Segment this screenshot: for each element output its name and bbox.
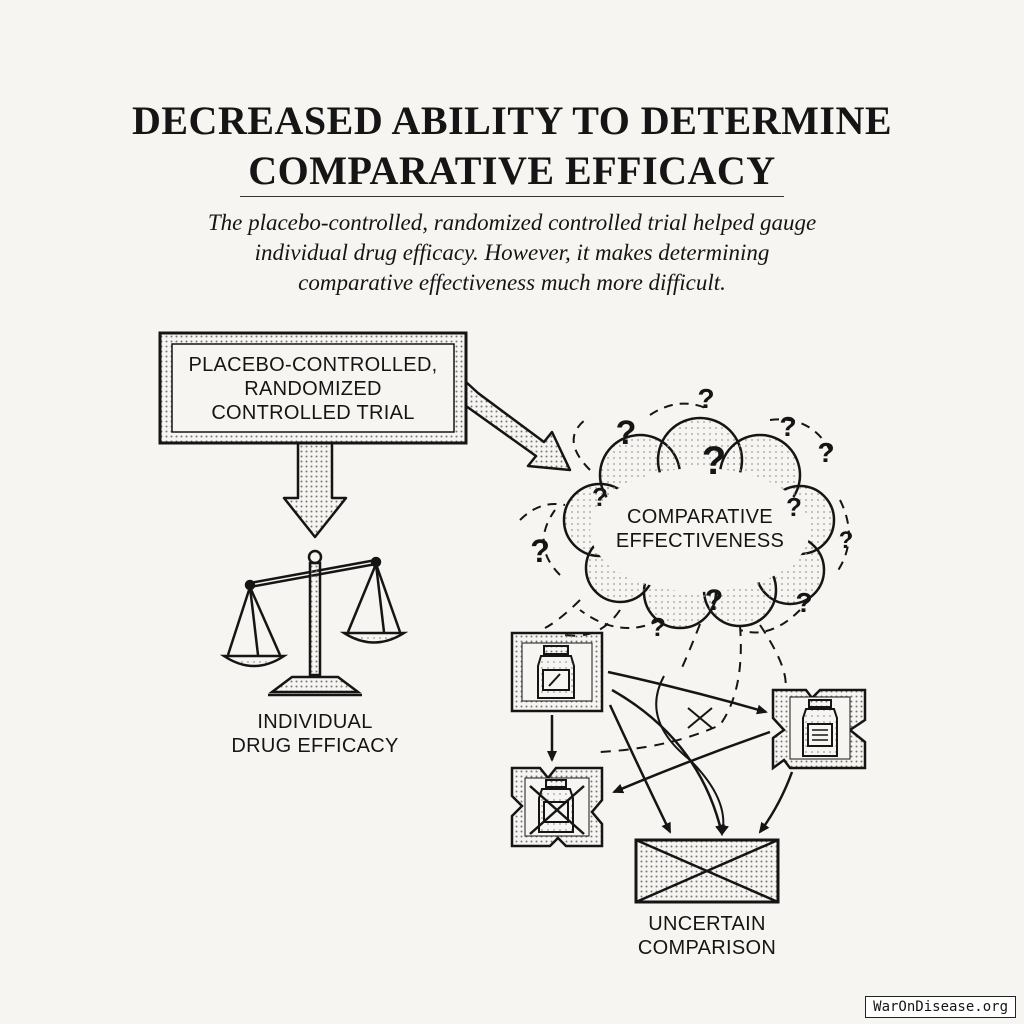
question-mark-icon: ? (530, 533, 550, 569)
question-mark-icon: ? (779, 411, 797, 442)
drug-card-b (773, 690, 865, 768)
question-mark-icon: ? (786, 492, 802, 522)
arrow-loop-to-box (656, 676, 723, 834)
individual-label-line-1: INDIVIDUAL (257, 711, 373, 733)
rct-label (172, 353, 454, 425)
arrow-a-to-b (608, 672, 766, 712)
question-mark-icon: ? (701, 439, 727, 483)
question-mark-icon: ? (592, 482, 608, 512)
question-mark-icon: ? (650, 612, 666, 642)
drug-card-c (512, 768, 602, 846)
arrow-b-to-box (760, 772, 792, 832)
medicine-bottle-icon (803, 700, 837, 756)
individual-drug-efficacy-label (205, 710, 425, 758)
uncertain-label-line-1: UNCERTAIN (648, 913, 766, 935)
rct-label-line-1: PLACEBO-CONTROLLED, (188, 354, 438, 376)
subtitle-line-2: individual drug efficacy. However, it makes determining (254, 240, 770, 265)
title-line-2: COMPARATIVE EFFICACY (248, 148, 776, 193)
subtitle-line-3: comparative effectiveness much more difficult. (298, 270, 726, 295)
question-mark-icon: ? (615, 414, 637, 452)
watermark: WarOnDisease.org (865, 996, 1016, 1018)
individual-label-line-2: DRUG EFFICACY (231, 735, 399, 757)
rct-label-line-2: RANDOMIZED (244, 378, 382, 400)
comparative-effectiveness-label (600, 505, 800, 553)
arrow-a-to-box-2 (612, 690, 722, 834)
comparative-label-line-1: COMPARATIVE (627, 506, 773, 528)
question-mark-icon: ? (838, 527, 854, 554)
question-mark-icon: ? (817, 437, 835, 468)
arrow-to-individual (284, 443, 346, 537)
title-line-1: DECREASED ABILITY TO DETERMINE (131, 98, 893, 143)
balance-scale-icon (224, 551, 404, 695)
question-mark-icon: ? (697, 383, 715, 414)
subtitle-line-1: The placebo-controlled, randomized controlled trial helped gauge (207, 210, 817, 235)
medicine-bottle-icon (538, 646, 574, 698)
arrow-to-comparative (466, 382, 570, 470)
crossed-box-icon (636, 840, 778, 902)
crossing-mark (688, 708, 712, 728)
question-mark-icon: ? (704, 584, 724, 617)
question-mark-icon: ? (795, 587, 813, 618)
comparative-label-line-2: EFFECTIVENESS (615, 530, 785, 552)
drug-card-a (512, 633, 602, 711)
uncertain-label-line-2: COMPARISON (637, 937, 777, 959)
rct-label-line-3: CONTROLLED TRIAL (211, 402, 415, 424)
uncertain-comparison-label (597, 912, 817, 960)
